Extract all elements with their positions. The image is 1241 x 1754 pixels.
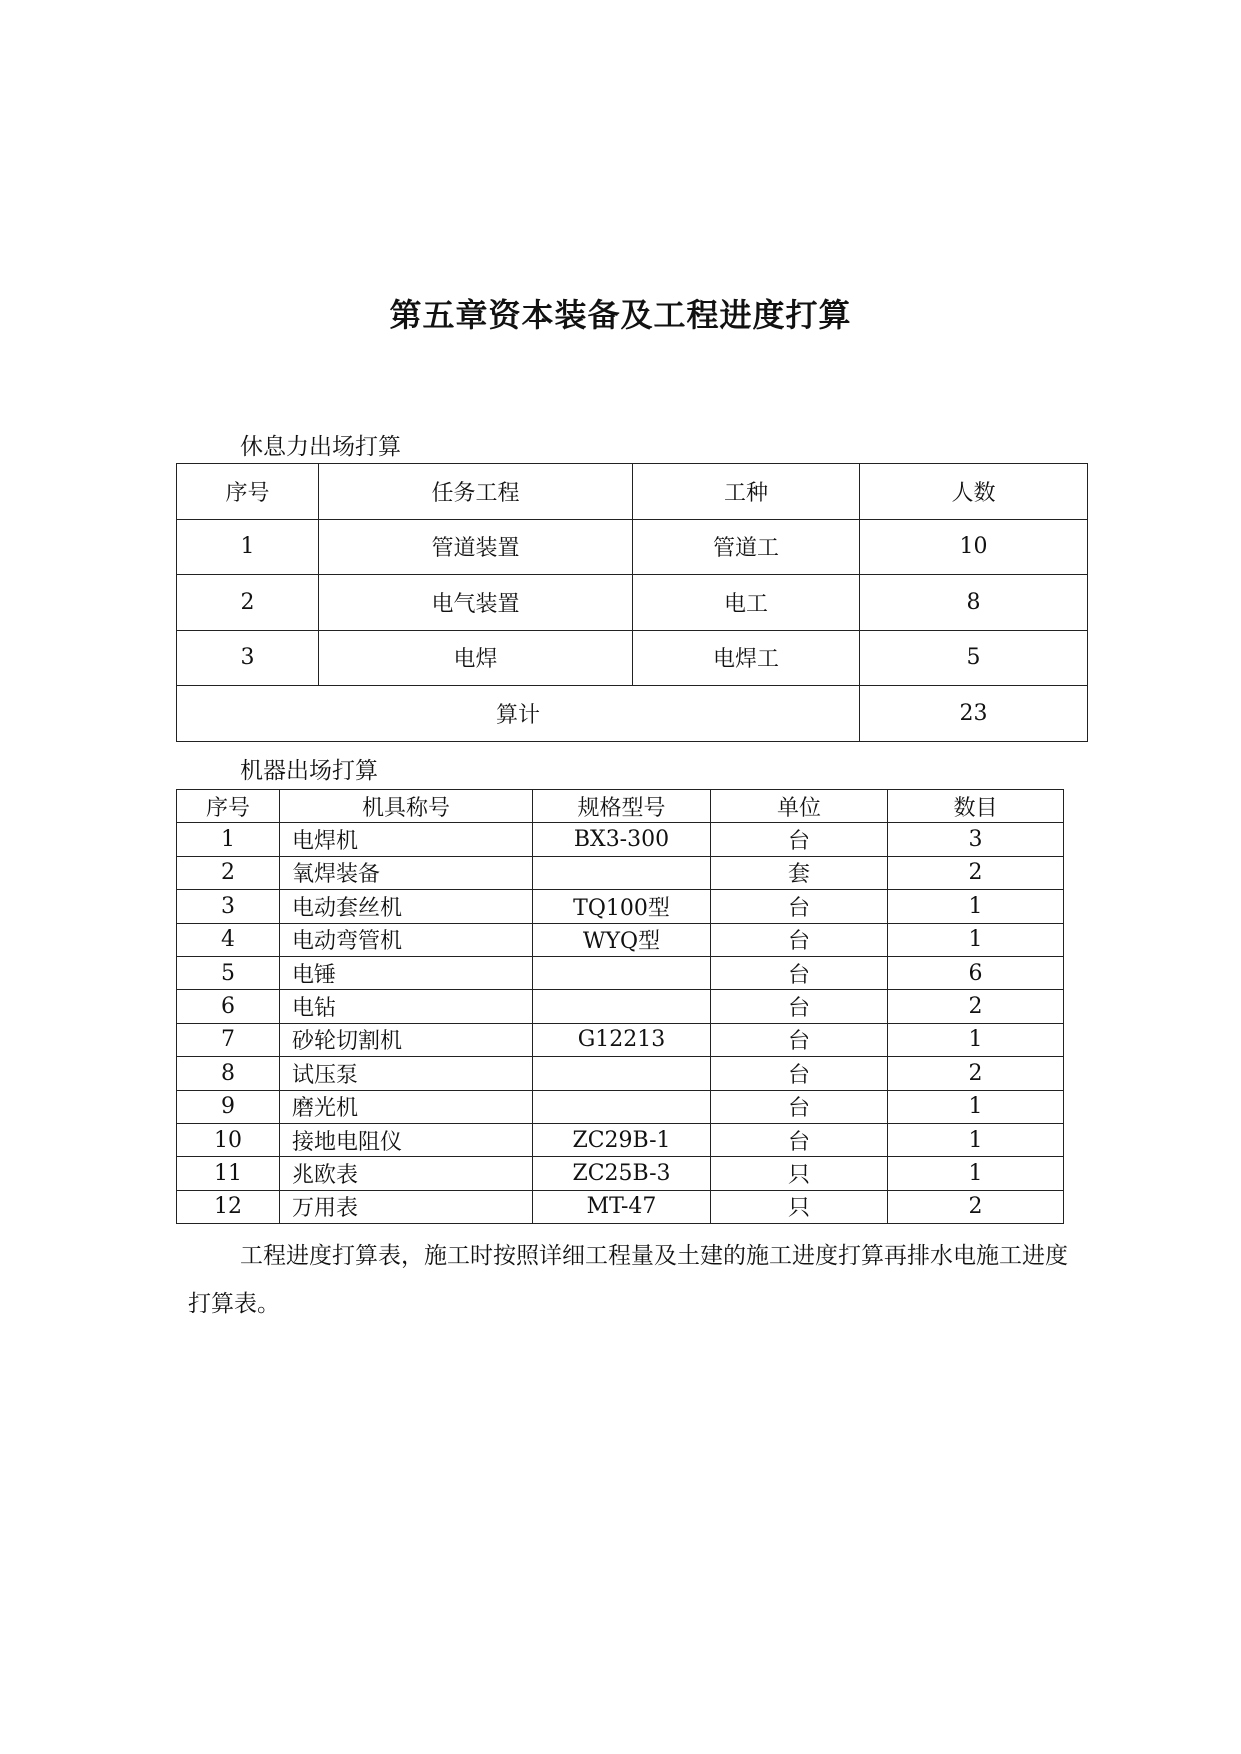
table-row: [177, 1090, 1064, 1123]
row-number: 8: [177, 1057, 280, 1090]
column-header: 机具称号: [280, 790, 533, 823]
quantity-cell: 2: [888, 990, 1064, 1023]
row-number: 11: [177, 1157, 280, 1190]
closing-paragraph: 工程进度打算表，施工时按照详细工程量及土建的施工进度打算再排水电施工进度打算表。: [188, 1243, 1068, 1317]
quantity-cell: 2: [888, 856, 1064, 889]
count-cell: 8: [860, 575, 1088, 631]
quantity-cell: 2: [888, 1190, 1064, 1223]
model-cell: [533, 990, 711, 1023]
row-number: 1: [177, 823, 280, 856]
column-header: 人数: [860, 464, 1088, 520]
row-number: 4: [177, 923, 280, 956]
equipment-name-cell: 电钻: [280, 990, 533, 1023]
quantity-cell: 1: [888, 923, 1064, 956]
row-number: 9: [177, 1090, 280, 1123]
table-row: [177, 890, 1064, 923]
column-header: 序号: [177, 790, 280, 823]
column-header: 序号: [177, 464, 319, 520]
machine-table-body: [177, 823, 1064, 1224]
quantity-cell: 3: [888, 823, 1064, 856]
row-number: 3: [177, 630, 319, 686]
count-cell: 10: [860, 519, 1088, 575]
equipment-name-cell: 电焊机: [280, 823, 533, 856]
machine-plan-table: [176, 789, 1064, 1224]
trade-cell: 电焊工: [633, 630, 860, 686]
quantity-cell: 1: [888, 1023, 1064, 1056]
column-header: 工种: [633, 464, 860, 520]
unit-cell: 台: [711, 1090, 888, 1123]
model-cell: [533, 1057, 711, 1090]
row-number: 2: [177, 856, 280, 889]
unit-cell: 台: [711, 1057, 888, 1090]
total-label: 算计: [177, 686, 860, 742]
row-number: 7: [177, 1023, 280, 1056]
table-row: [177, 923, 1064, 956]
column-header: 任务工程: [319, 464, 633, 520]
model-cell: [533, 956, 711, 989]
table-row: [177, 823, 1064, 856]
quantity-cell: 1: [888, 1123, 1064, 1156]
unit-cell: 台: [711, 956, 888, 989]
labor-plan-table: [176, 463, 1088, 742]
unit-cell: 台: [711, 890, 888, 923]
table-row: [177, 1190, 1064, 1223]
equipment-name-cell: 电锤: [280, 956, 533, 989]
row-number: 6: [177, 990, 280, 1023]
unit-cell: 套: [711, 856, 888, 889]
row-number: 12: [177, 1190, 280, 1223]
column-header: 数目: [888, 790, 1064, 823]
task-cell: 管道装置: [319, 519, 633, 575]
quantity-cell: 1: [888, 1157, 1064, 1190]
equipment-name-cell: 磨光机: [280, 1090, 533, 1123]
table-row: [177, 519, 1088, 575]
table-row: [177, 1023, 1064, 1056]
model-cell: ZC29B-1: [533, 1123, 711, 1156]
table-row: [177, 1057, 1064, 1090]
unit-cell: 台: [711, 923, 888, 956]
model-cell: TQ100型: [533, 890, 711, 923]
row-number: 2: [177, 575, 319, 631]
row-number: 10: [177, 1123, 280, 1156]
equipment-name-cell: 接地电阻仪: [280, 1123, 533, 1156]
equipment-name-cell: 电动弯管机: [280, 923, 533, 956]
trade-cell: 电工: [633, 575, 860, 631]
total-row: [177, 686, 1088, 742]
labor-plan-label: 休息力出场打算: [240, 434, 401, 460]
table-row: [177, 990, 1064, 1023]
model-cell: [533, 856, 711, 889]
table-row: [177, 575, 1088, 631]
table-header-row: [177, 464, 1088, 520]
unit-cell: 台: [711, 990, 888, 1023]
unit-cell: 只: [711, 1157, 888, 1190]
row-number: 1: [177, 519, 319, 575]
machine-plan-label: 机器出场打算: [240, 758, 378, 784]
unit-cell: 台: [711, 1023, 888, 1056]
column-header: 规格型号: [533, 790, 711, 823]
model-cell: [533, 1090, 711, 1123]
model-cell: G12213: [533, 1023, 711, 1056]
unit-cell: 台: [711, 1123, 888, 1156]
equipment-name-cell: 电动套丝机: [280, 890, 533, 923]
count-cell: 5: [860, 630, 1088, 686]
task-cell: 电气装置: [319, 575, 633, 631]
unit-cell: 只: [711, 1190, 888, 1223]
table-header-row: [177, 790, 1064, 823]
table-row: [177, 1157, 1064, 1190]
quantity-cell: 6: [888, 956, 1064, 989]
quantity-cell: 2: [888, 1057, 1064, 1090]
table-row: [177, 630, 1088, 686]
table-row: [177, 956, 1064, 989]
table-row: [177, 1123, 1064, 1156]
quantity-cell: 1: [888, 1090, 1064, 1123]
model-cell: MT-47: [533, 1190, 711, 1223]
row-number: 3: [177, 890, 280, 923]
page-title: 第五章资本装备及工程进度打算: [389, 296, 852, 334]
task-cell: 电焊: [319, 630, 633, 686]
row-number: 5: [177, 956, 280, 989]
table-row: [177, 856, 1064, 889]
equipment-name-cell: 氧焊装备: [280, 856, 533, 889]
model-cell: ZC25B-3: [533, 1157, 711, 1190]
equipment-name-cell: 万用表: [280, 1190, 533, 1223]
total-value: 23: [860, 686, 1088, 742]
equipment-name-cell: 试压泵: [280, 1057, 533, 1090]
unit-cell: 台: [711, 823, 888, 856]
quantity-cell: 1: [888, 890, 1064, 923]
model-cell: BX3-300: [533, 823, 711, 856]
equipment-name-cell: 兆欧表: [280, 1157, 533, 1190]
column-header: 单位: [711, 790, 888, 823]
trade-cell: 管道工: [633, 519, 860, 575]
model-cell: WYQ型: [533, 923, 711, 956]
equipment-name-cell: 砂轮切割机: [280, 1023, 533, 1056]
